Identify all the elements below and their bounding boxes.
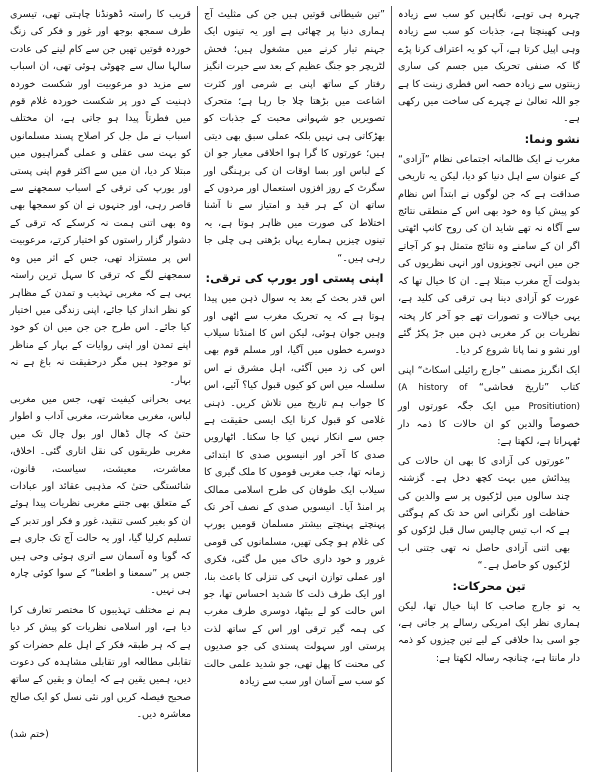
column-left xyxy=(4,6,198,772)
paragraph: قریب کا راستہ ڈھونڈنا چاہتی تھی، تیسری طرف سمجھ بوجھ اور غور و فکر کی زنگ خوردہ قوتیں تھیں جن سے کام لینے کی عادت سالہا سال سے چھوٹی ہوئی تھی، ان اسباب سے مزید دو مرعوبیت اور شکست خوردہ ذہنیت کے دور پر شکست خوردہ غلام قوم میں فطرتاً پیدا ہو جاتی ہے، ان مختلف اسباب نے مل جل کر اصلاح پسند مسلمانوں کو بہت سی عقلی و عملی گمراہیوں میں مبتلا کر دیا، ان میں سے اکثر قوم اپنی پستی اور یورپ کی ترقی کے اسباب سمجھنے سے قاصر رہی، اور جنہوں نے ان کو سمجھا بھی وہ بھی اتنی ہمت نہ کرسکے کہ ترقی کے دشوار گزار راستوں کو اختیار کرتے، مرعوبیت اس پر مستزاد تھی، جس کے اثر میں وہ سمجھنے لگے کہ ترقی کا سہل ترین راستہ یہی ہے کہ مغربی تہذیب و تمدن کے مظاہر کو نظر انداز کیا جائے، اپنی زندگی میں اختیار کیا جائے۔ اس طرح جن جن میں ان کو خود اپنے تمدن اور اپنی روایات کے بہار کے مناظر تو موجود ہیں مگر درحقیقت نہ باغ ہے نہ بہار۔ xyxy=(10,9,191,386)
block-quote: ”عورتوں کی آزادی کا بھی ان حالات کی پیدائش میں بہت کچھ دخل ہے۔ گزشتہ چند سالوں میں لڑکیوں پر سے والدین کی حفاظت اور نگرانی اس حد تک کم ہوگئی ہے کہ اب تیس چالیس سال قبل لڑکوں کو بھی اتنی آزادی حاصل نہ تھی جتنی اب لڑکیوں کو حاصل ہے۔“ xyxy=(398,455,570,572)
paragraph: ہم نے مختلف تہذیبوں کا مختصر تعارف کرا دیا ہے، اور اسلامی نظریات کو پیش کر دیا ہے کہ ہر طبقہ فکر کے اہل علم حضرات کو تقابلی مطالعہ اور تقابلی مشاہدہ کی دعوت دیں، ہمیں یقین ہے کہ ایمان و یقین کے ساتھ صحیح فیصلہ کریں اور نئی نسل کو ایک صالح معاشرہ دیں۔ xyxy=(10,604,191,721)
end-marker: (ختم شد) xyxy=(10,728,49,740)
block-quote: ”تین شیطانی قوتیں ہیں جن کی مثلیث آج ہماری دنیا پر چھائی ہے اور یہ تینوں ایک جہنم تیار کرنے میں مشغول ہیں؛ فحش لٹریچر جو جنگ عظیم کے بعد سے حیرت انگیز رفتار کے ساتھ اپنی بے شرمی اور کثرت اشاعت میں بڑھتا چلا جا رہا ہے؛ متحرک تصویریں جو شہوانی محبت کے جذبات کو بھڑکاتی ہی نہیں بلکہ عملی سبق بھی دیتی ہیں؛ عورتوں کا گرا ہوا اخلاقی معیار جو ان کے لباس اور بسا اوقات ان کی برہنگی اور سگرٹ کے روز افزوں استعمال اور مردوں کے ساتھ ان کے ہر قید و امتیاز سے نا آشنا اختلاط کی صورت میں ظاہر ہوتا ہے، یہ تینوں چیزیں ہمارے یہاں بڑھتی ہی چلی جا رہی ہیں۔“ xyxy=(204,9,385,264)
paragraph-text: ایک انگریز مصنف ”جارج رائیلی اسکاٹ“ اپنی کتاب ”تاریخ فحاشی“ xyxy=(398,364,580,394)
paragraph: اس قدر بحث کے بعد یہ سوال ذہن میں پیدا ہوتا ہے کہ یہ تحریک مغرب سے اٹھی اور وہیں جوان ہوئی، لیکن اس کا امنڈتا سیلاب دوسرے خطوں میں آگیا، اور مسلم قوم بھی اس کی زد میں آگئی، اہل مشرق نے اس سلسلہ میں اس کو کیوں قبول کیا؟ آئیے، اس کا جواب ہم تاریخ میں تلاش کریں۔ ذہنی غلامی کو قبول کرنا ایک ایسی حقیقت ہے جس سے انکار نہیں کیا جا سکتا۔ اٹھارویں صدی کا آخر اور انیسویں صدی کا ابتدائی زمانہ تھا، جب مغربی قوموں کا ملک گیری کا سیلاب ایک طوفان کی طرح اسلامی ممالک پر امنڈ آیا۔ انیسویں صدی کے نصف آخر تک پہنچتے پہنچتے بیشتر مسلمان قومیں یورپ کی غلام ہو چکی تھیں، مسلمانوں کی قومی غرور و خود داری خاک میں مل گئی، فکری اور عملی توازن انہی کی تنزلی کا باعث بنا، اور ایک طرف ذلت کا شدید احساس تھا، جو اس حالت کو لے بیٹھا، دوسری طرف مغرب کی ہمہ گیر ترقی اور اس کے ساتھ لذت پرستی اور سہولت پسندی کی جو صدیوں کی محنت کا پھل تھی، جو شدید علمی حالت کو سب سے آسان اور سب سے زیادہ xyxy=(204,293,385,688)
section-heading: تین محرکات: xyxy=(452,578,526,593)
paragraph: یہی بحرانی کیفیت تھی، جس میں مغربی لباس، مغربی معاشرت، مغربی آداب و اطوار حتیٰ کہ چال ڈھال اور بول چال تک میں مغربی طریقوں کی نقل اتاری گئی۔ اخلاق، معاشرت، معیشت، سیاست، قانون، شائستگی حتیٰ کہ مذہبی عقائد اور عبادات کے متعلق بھی جتنے مغربی نظریات پیدا ہوئے ان کو بغیر کسی تنقید، غور و فکر اور تدبر کے تسلیم کرلیا گیا، اور یہ حالت آج تک جاری ہے کہ گویا وہ آسمان سے اتری ہوئی وحی ہیں جس پر ”سمعنا و اطعنا“ کے سوا کوئی چارہ ہی نہیں۔ xyxy=(10,393,191,597)
paragraph: چہرہ ہی توہے، نگاہیں کو سب سے زیادہ وہی کھینچتا ہے، جذبات کو سب سے زیادہ وہی اپیل کرتا ہے، آپ کو یہ اعتراف کرنا پڑے گا کہ صنفی تحریک میں جسم کی ساری زینتوں سے زیادہ حصہ اس فطری زینت کا ہے جو اللہ تعالیٰ نے چہرے کی ساخت میں رکھی ہے۔ xyxy=(398,9,580,125)
column-right xyxy=(392,6,586,772)
english-book-title: (A history of Prositiution) xyxy=(398,383,580,412)
column-middle xyxy=(198,6,392,772)
section-heading: نشو ونما: xyxy=(524,131,580,146)
paragraph: مغرب نے ایک ظالمانہ اجتماعی نظام ”آزادی“ کے عنوان سے اہل دنیا کو دیا، لیکن یہ تاریخی صداقت ہے کہ جن لوگوں نے ابتداً اس نظام کو پیش کیا وہ خود بھی اس کے منطقی نتائج سے آگاہ نہ تھے شاید ان کی روح کانپ اٹھتی اگر ان کے سامنے وہ نتائج متمثل ہو کر آجاتے جن میں انہی تجویزوں اور انہی نظریوں کی بدولت آج مغرب مبتلا ہے۔ ان کا خیال تھا کہ عورت کو آزادی دینا ہی ترقی کی کلید ہے، یہی خیالات و تصورات تھے جو آخر کار پختہ نظریات بن کر مغربی ذہن میں جڑ پکڑ گئے اور نشو و نما پانا شروع کر دیا۔ xyxy=(398,153,580,357)
magazine-page xyxy=(4,6,586,772)
paragraph-text: میں ایک جگہ عورتوں اور خصوصاً والدین کو ان حالات کا ذمہ دار ٹھہراتا ہے، لکھتا ہے: xyxy=(398,400,580,448)
paragraph xyxy=(398,362,580,451)
section-heading: اپنی پستی اور یورپ کی ترقی: xyxy=(205,271,384,286)
paragraph: یہ تو جارج صاحب کا اپنا خیال تھا، لیکن ہماری نظر ایک امریکی رسالے پر جاتی ہے، جو اسی بدا خلاقی کے لیے تین چیزوں کو ذمہ دار مانتا ہے، چنانچہ رسالہ لکھتا ہے: xyxy=(398,600,580,664)
